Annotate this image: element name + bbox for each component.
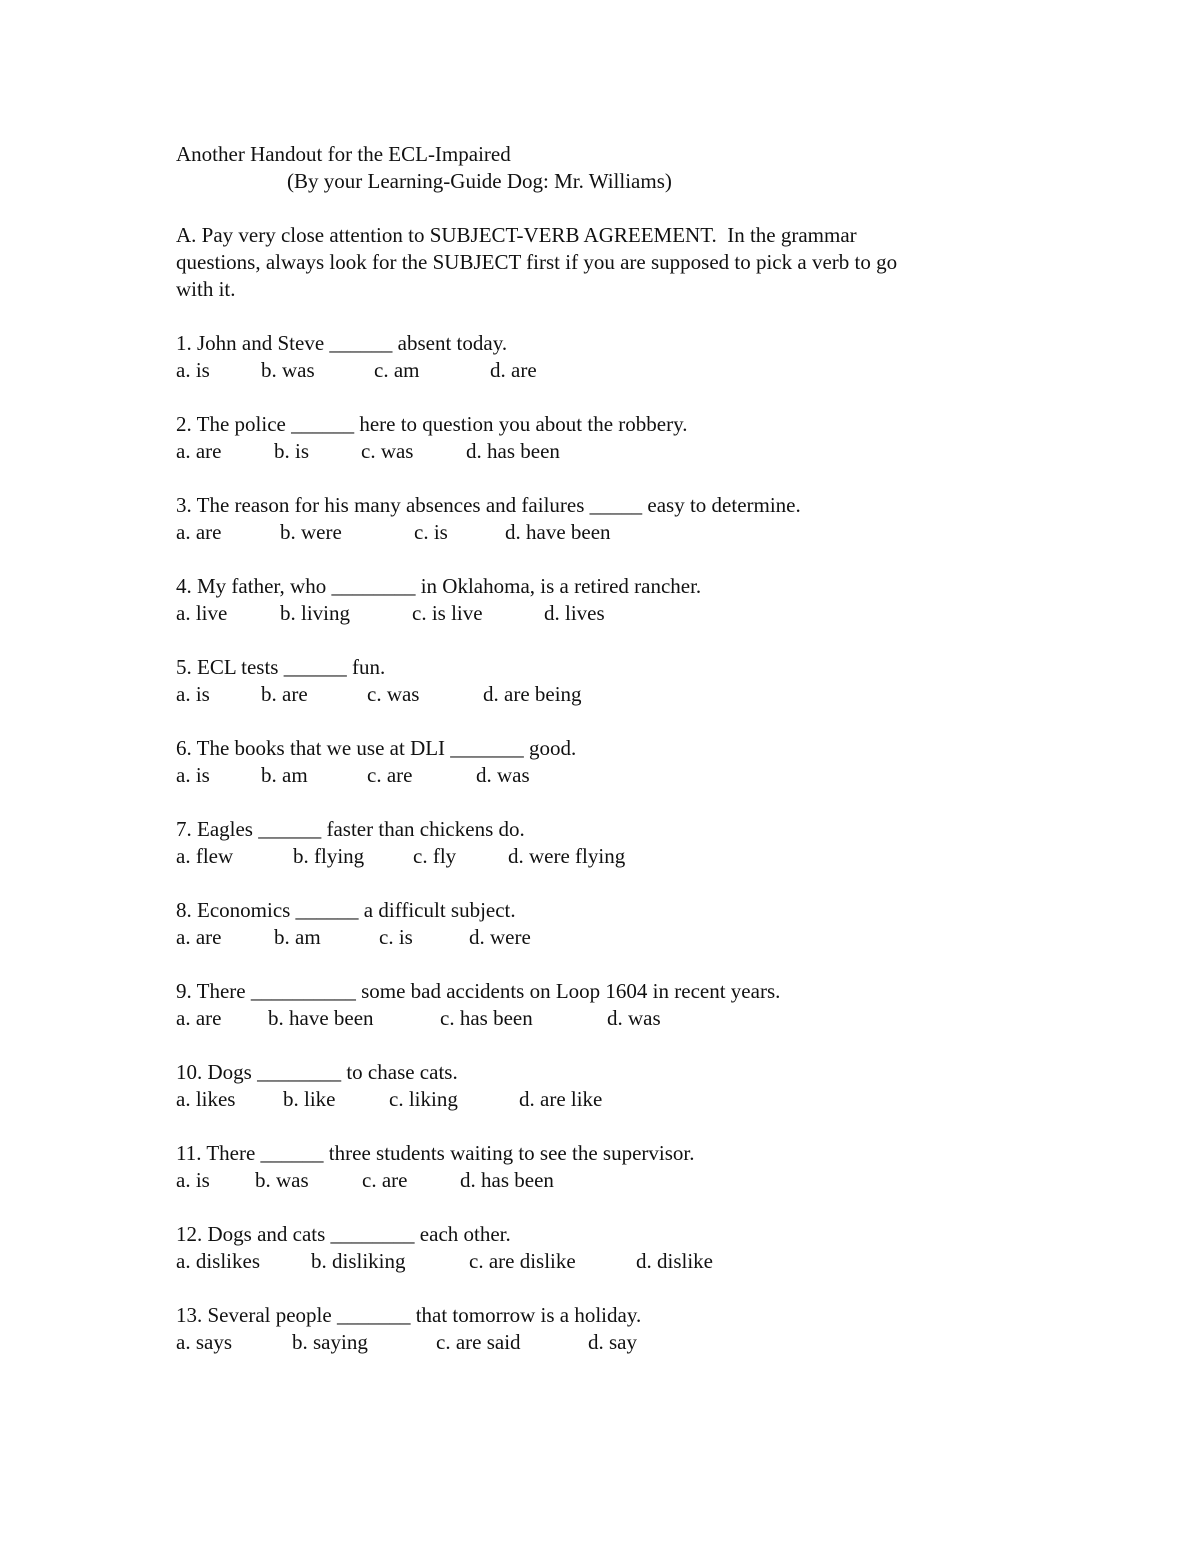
question-item (176, 735, 1026, 789)
question-list (176, 330, 1026, 1356)
instructions-line: with it. (176, 277, 236, 301)
answer-option-c: c. was (361, 439, 414, 463)
answer-options (176, 519, 1026, 546)
answer-options (176, 1329, 1026, 1356)
answer-option-b: b. are (261, 682, 308, 706)
answer-option-b: b. was (261, 358, 315, 382)
question-item (176, 573, 1026, 627)
answer-option-d: d. are like (519, 1087, 603, 1111)
question-text: 1. John and Steve ______ absent today. (176, 331, 508, 355)
handout-content (176, 141, 1026, 1356)
answer-options (176, 762, 1026, 789)
answer-options (176, 1167, 1026, 1194)
question-item (176, 654, 1026, 708)
instructions-paragraph (176, 222, 996, 303)
answer-option-a: a. is (176, 358, 210, 382)
answer-option-d: d. say (588, 1330, 637, 1354)
answer-option-d: d. are being (483, 682, 582, 706)
answer-option-c: c. was (367, 682, 420, 706)
question-item (176, 492, 1026, 546)
question-text: 9. There __________ some bad accidents on Loop 1604 in recent years. (176, 979, 781, 1003)
question-item (176, 897, 1026, 951)
answer-option-d: d. were (469, 925, 531, 949)
handout-subtitle: (By your Learning-Guide Dog: Mr. Williams) (287, 169, 672, 193)
answer-option-c: c. am (374, 358, 420, 382)
answer-option-c: c. is live (412, 601, 483, 625)
answer-option-c: c. are (367, 763, 413, 787)
question-text: 13. Several people _______ that tomorrow is a holiday. (176, 1303, 642, 1327)
answer-options (176, 357, 1026, 384)
answer-option-b: b. like (283, 1087, 336, 1111)
answer-option-a: a. likes (176, 1087, 236, 1111)
answer-option-c: c. fly (413, 844, 457, 868)
question-text: 10. Dogs ________ to chase cats. (176, 1060, 458, 1084)
question-text: 4. My father, who ________ in Oklahoma, is a retired rancher. (176, 574, 702, 598)
answer-option-b: b. disliking (311, 1249, 406, 1273)
answer-option-b: b. am (261, 763, 308, 787)
question-item (176, 330, 1026, 384)
answer-option-a: a. is (176, 1168, 210, 1192)
question-text: 5. ECL tests ______ fun. (176, 655, 386, 679)
question-text: 2. The police ______ here to question you about the robbery. (176, 412, 688, 436)
instructions-line: A. Pay very close attention to SUBJECT-VERB AGREEMENT. In the grammar (176, 223, 857, 247)
answer-option-c: c. liking (389, 1087, 458, 1111)
answer-options (176, 681, 1026, 708)
answer-options (176, 1086, 1026, 1113)
answer-option-d: d. were flying (508, 844, 626, 868)
answer-option-b: b. was (255, 1168, 309, 1192)
answer-option-a: a. are (176, 925, 222, 949)
question-text: 11. There ______ three students waiting to see the supervisor. (176, 1141, 695, 1165)
question-text: 12. Dogs and cats ________ each other. (176, 1222, 511, 1246)
answer-option-c: c. is (379, 925, 413, 949)
question-text: 3. The reason for his many absences and failures _____ easy to determine. (176, 493, 801, 517)
answer-option-d: d. was (607, 1006, 661, 1030)
answer-option-a: a. are (176, 520, 222, 544)
answer-option-d: d. has been (466, 439, 560, 463)
question-item (176, 411, 1026, 465)
answer-option-a: a. says (176, 1330, 232, 1354)
answer-option-c: c. is (414, 520, 448, 544)
question-item (176, 1221, 1026, 1275)
answer-option-a: a. are (176, 439, 222, 463)
answer-options (176, 438, 1026, 465)
answer-option-a: a. flew (176, 844, 234, 868)
answer-option-b: b. flying (293, 844, 365, 868)
question-text: 8. Economics ______ a difficult subject. (176, 898, 516, 922)
question-item (176, 1140, 1026, 1194)
question-text: 6. The books that we use at DLI _______ good. (176, 736, 577, 760)
answer-option-b: b. is (274, 439, 310, 463)
question-item (176, 978, 1026, 1032)
answer-option-b: b. saying (292, 1330, 368, 1354)
answer-option-a: a. is (176, 763, 210, 787)
answer-option-c: c. are (362, 1168, 408, 1192)
question-text: 7. Eagles ______ faster than chickens do. (176, 817, 525, 841)
answer-option-d: d. are (490, 358, 537, 382)
answer-option-c: c. has been (440, 1006, 533, 1030)
answer-option-b: b. were (280, 520, 342, 544)
answer-options (176, 1248, 1026, 1275)
question-item (176, 1059, 1026, 1113)
answer-options (176, 600, 1026, 627)
answer-option-a: a. is (176, 682, 210, 706)
answer-options (176, 1005, 1026, 1032)
answer-option-c: c. are said (436, 1330, 521, 1354)
question-item (176, 1302, 1026, 1356)
answer-option-d: d. have been (505, 520, 611, 544)
answer-option-b: b. have been (268, 1006, 374, 1030)
instructions-line: questions, always look for the SUBJECT first if you are supposed to pick a verb to go (176, 250, 898, 274)
answer-option-a: a. dislikes (176, 1249, 260, 1273)
handout-title: Another Handout for the ECL-Impaired (176, 142, 511, 166)
answer-option-a: a. are (176, 1006, 222, 1030)
answer-option-b: b. living (280, 601, 351, 625)
answer-options (176, 924, 1026, 951)
answer-options (176, 843, 1026, 870)
answer-option-d: d. was (476, 763, 530, 787)
answer-option-c: c. are dislike (469, 1249, 576, 1273)
answer-option-a: a. live (176, 601, 228, 625)
answer-option-d: d. lives (544, 601, 605, 625)
answer-option-b: b. am (274, 925, 321, 949)
question-item (176, 816, 1026, 870)
answer-option-d: d. dislike (636, 1249, 713, 1273)
answer-option-d: d. has been (460, 1168, 554, 1192)
